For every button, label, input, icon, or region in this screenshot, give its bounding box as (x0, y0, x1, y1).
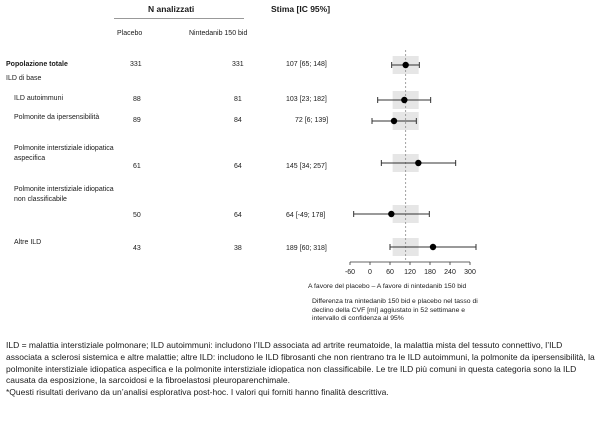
placebo-column-header: Placebo (117, 30, 143, 37)
x-tick-label: 0 (368, 269, 372, 276)
ci-text: 103 [23; 182] (286, 96, 327, 103)
n-analyzed-header: N analizzati (148, 4, 195, 14)
nintedanib-n: 81 (234, 96, 242, 103)
placebo-n: 61 (133, 163, 141, 170)
row-label: Polmonite interstiziale idiopatica aspecifica (14, 145, 114, 162)
nintedanib-column-header: Nintedanib 150 bid (189, 30, 248, 37)
point-estimate (388, 211, 394, 217)
placebo-n: 88 (133, 96, 141, 103)
x-tick-label: 120 (404, 269, 416, 276)
ci-text: 145 [34; 257] (286, 163, 327, 170)
row-label: Polmonite interstiziale idiopatica non classificabile (14, 186, 114, 203)
x-tick-label: -60 (344, 269, 356, 276)
x-tick-label: 300 (464, 269, 476, 276)
nintedanib-n: 64 (234, 163, 242, 170)
footnote-definitions: ILD = malattia interstiziale polmonare; ILD autoimmuni: includono l’ILD associata ad artrite reumatoide, la malattia mista del tessuto connettivo, l’ILD associata a sclerosi sistemica e altre malattie; altre ILD: includono le ILD fibrosanti che non rientrano tra le ILD autoimmuni, la polmonite da ipersensibilità, la polmonite interstiziale idiopatica aspecifica e la polmonite interstiziale idiopatica non classificabile. Le tre ILD più comuni in questa categoria sono la ILD causata da esposizione, la sarcoidosi e la fibroelastosi pleuroparenchimale. (6, 340, 595, 386)
x-tick-label: 60 (386, 269, 394, 276)
placebo-n: 50 (133, 212, 141, 219)
footnote-disclaimer: *Questi risultati derivano da un’analisi esplorativa post-hoc. I valori qui forniti hanno finalità descrittiva. (6, 387, 389, 398)
placebo-n: 89 (133, 117, 141, 124)
chart-note: Differenza tra nintedanib 150 bid e placebo nel tasso di declino della CVF [ml] aggiustato in 52 settimane e intervallo di confidenza al 95% (312, 298, 478, 322)
row-label: Polmonite da ipersensibilità (14, 114, 100, 121)
nintedanib-n: 38 (234, 245, 242, 252)
ci-text: 189 [60; 318] (286, 245, 327, 252)
nintedanib-n: 84 (234, 117, 242, 124)
row-label: Popolazione totale (6, 61, 68, 68)
point-estimate (401, 97, 407, 103)
row-label: Altre ILD (14, 239, 42, 246)
row-label: ILD autoimmuni (14, 95, 64, 102)
ci-text: 64 [-49; 178] (286, 212, 326, 219)
nintedanib-n: 64 (234, 212, 242, 219)
ci-text: 107 [65; 148] (286, 61, 327, 68)
estimate-header: Stima [IC 95%] (271, 4, 331, 14)
point-estimate (391, 118, 397, 124)
x-tick-label: 180 (424, 269, 436, 276)
placebo-n: 43 (133, 245, 141, 252)
nintedanib-n: 331 (232, 61, 244, 68)
point-estimate (430, 244, 436, 250)
placebo-n: 331 (130, 61, 142, 68)
x-axis-caption: A favore del placebo – A favore di nintedanib 150 bid (308, 283, 467, 290)
x-tick-label: 240 (444, 269, 456, 276)
point-estimate (415, 160, 421, 166)
footnote-block (6, 340, 598, 399)
ci-text: 72 [6; 139] (295, 117, 329, 124)
point-estimate (402, 62, 408, 68)
section-label: ILD di base (6, 75, 42, 82)
